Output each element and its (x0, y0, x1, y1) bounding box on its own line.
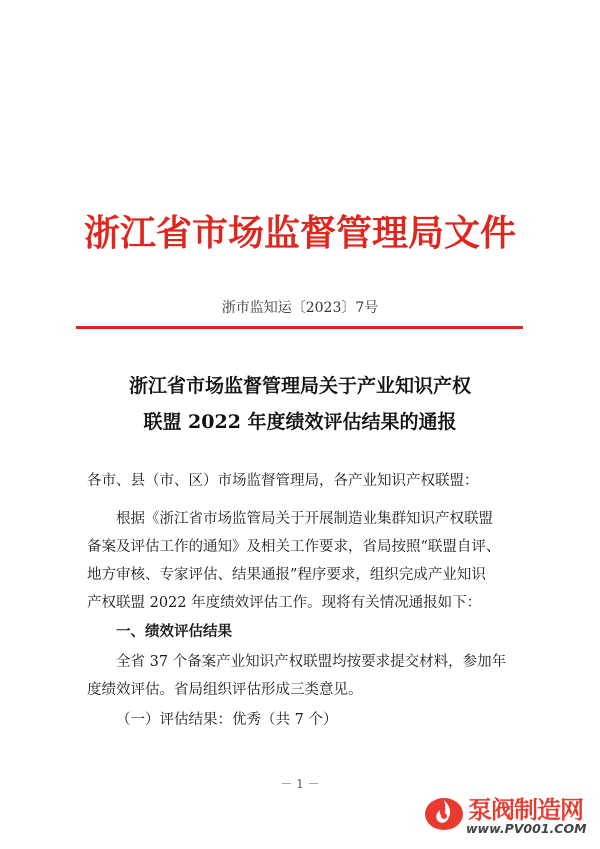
watermark-url: www.PV001.COM (466, 821, 587, 836)
sub-heading: （一）评估结果：优秀（共 7 个） (116, 712, 338, 728)
body-line: 根据《浙江省市场监管局关于开展制造业集群知识产权联盟 (116, 511, 493, 527)
body-paragraph-2 (87, 648, 527, 704)
body-line: 产权联盟 2022 年度绩效评估工作。现将有关情况通报如下： (87, 595, 482, 611)
document-header: 浙江省市场监督管理局文件 (83, 213, 516, 254)
watermark-name: 泵阀制造网 (468, 796, 583, 824)
addressee: 各市、县（市、区）市场监督管理局，各产业知识产权联盟： (87, 473, 479, 489)
red-divider (76, 326, 523, 329)
body-line: 地方审核、专家评估、结果通报”程序要求，组织完成产业知识 (87, 567, 486, 583)
body-line: 全省 37 个备案产业知识产权联盟均按要求提交材料，参加年 (116, 654, 507, 670)
page-number: － 1 － (280, 777, 320, 791)
document-title-line-1: 浙江省市场监督管理局关于产业知识产权 (128, 375, 471, 397)
flame-logo-icon (422, 792, 466, 832)
body-line: 备案及评估工作的通知》及相关工作要求，省局按照“联盟自评、 (87, 539, 501, 555)
watermark (420, 788, 600, 849)
document-number: 浙市监知运〔2023〕7号 (221, 300, 379, 316)
section-heading: 一、绩效评估结果 (116, 624, 232, 640)
body-paragraph-1 (87, 505, 527, 617)
body-line: 度绩效评估。省局组织评估形成三类意见。 (87, 682, 363, 698)
document-title-line-2: 联盟 2022 年度绩效评估结果的通报 (143, 411, 457, 433)
